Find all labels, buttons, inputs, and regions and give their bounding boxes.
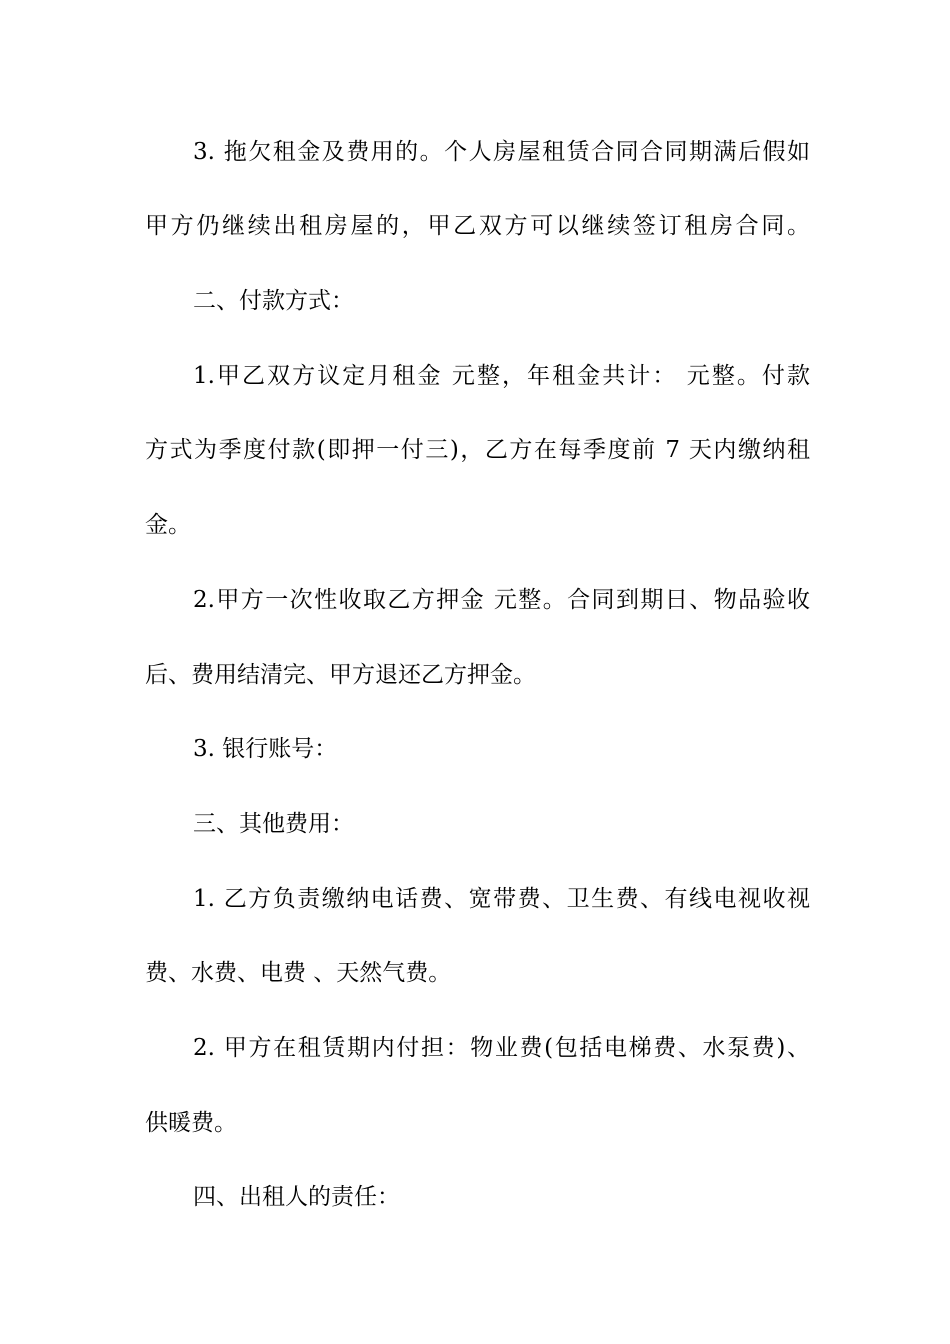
paragraph-line: 甲方仍继续出租房屋的，甲乙双方可以继续签订租房合同。: [145, 213, 810, 239]
paragraph-line: 2. 甲方在租赁期内付担：物业费(包括电梯费、水泵费)、: [193, 1035, 810, 1061]
paragraph-line: 2.甲方一次性收取乙方押金 元整。合同到期日、物品验收: [193, 587, 810, 613]
section-heading: 三、其他费用：: [193, 811, 354, 837]
paragraph-line: 1. 乙方负责缴纳电话费、宽带费、卫生费、有线电视收视: [193, 886, 810, 912]
paragraph-line: 3. 银行账号：: [193, 736, 338, 762]
paragraph-line: 1.甲乙双方议定月租金 元整，年租金共计： 元整。付款: [193, 363, 810, 389]
section-heading: 二、付款方式：: [193, 288, 354, 314]
paragraph-line: 后、费用结清完、甲方退还乙方押金。: [145, 662, 536, 688]
paragraph-line: 费、水费、电费 、天然气费。: [145, 960, 452, 986]
paragraph-line: 方式为季度付款(即押一付三)，乙方在每季度前 7 天内缴纳租: [145, 437, 810, 463]
section-heading: 四、出租人的责任：: [193, 1184, 400, 1210]
paragraph-line: 供暖费。: [145, 1110, 237, 1136]
paragraph-line: 金。: [145, 512, 191, 538]
paragraph-line: 3. 拖欠租金及费用的。个人房屋租赁合同合同期满后假如: [193, 139, 810, 165]
